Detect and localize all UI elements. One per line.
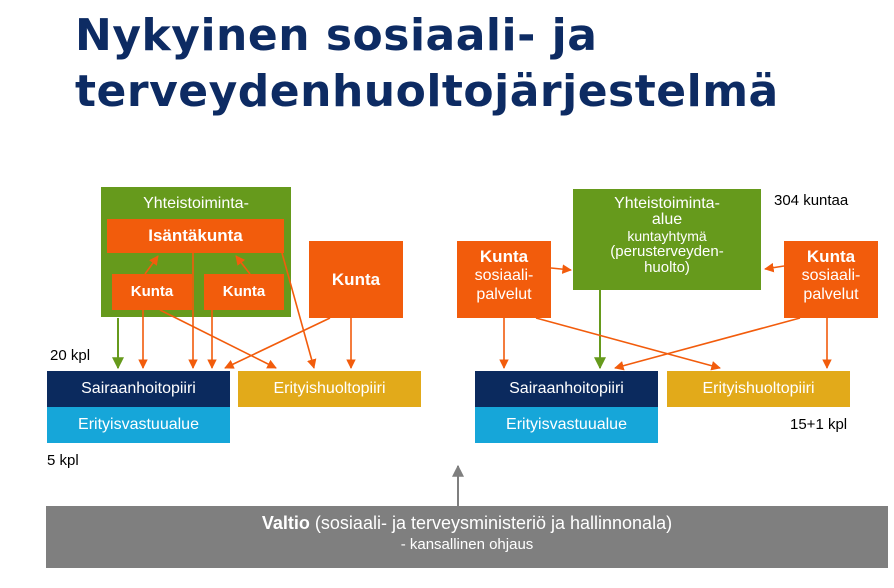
right-erityisvastuualue-label: Erityisvastuualue [506,416,627,433]
arrow-isanta-to-ehp [282,253,314,368]
left-kunta-big-label: Kunta [331,270,381,289]
right-kunta-right-line1: sosiaali- [801,267,861,284]
arrow-kunta-big-to-shp [225,318,330,368]
left-erityisvastuualue-label: Erityisvastuualue [78,416,199,433]
right-perusterveydenhuolto-line2: huolto) [644,259,690,276]
right-kunta-left-title: Kunta [479,247,529,266]
left-kunta-a-label: Kunta [130,283,174,300]
arrow-kunta-a-to-isanta [145,256,158,274]
valtio-bar [46,506,888,568]
right-yhteistoiminta-line2: alue [651,211,683,228]
right-count-304: 304 kuntaa [774,192,849,209]
valtio-line1 [46,512,888,534]
left-erityishuoltopiiri-label: Erityishuoltopiiri [273,380,386,397]
left-sairaanhoitopiiri-label: Sairaanhoitopiiri [81,380,196,397]
valtio-line2: - kansallinen ohjaus [400,536,534,553]
left-count-5: 5 kpl [47,452,79,469]
right-kunta-right-title: Kunta [806,247,856,266]
arrow-rkunta-left-to-green [551,268,571,270]
left-kunta-b-label: Kunta [222,283,266,300]
title-line-2: terveydenhuoltojärjestelmä [75,66,779,117]
right-erityishuoltopiiri-label: Erityishuoltopiiri [702,380,815,397]
arrow-rkunta-left-to-ehp [536,318,720,368]
right-kuntayhtyma: kuntayhtymä [627,228,707,244]
title-line-1: Nykyinen sosiaali- ja [75,10,598,61]
right-yhteistoiminta-line1: Yhteistoiminta- [614,195,720,212]
right-kunta-right-line2: palvelut [803,286,859,303]
right-sairaanhoitopiiri-label: Sairaanhoitopiiri [509,380,624,397]
arrow-rkunta-right-to-green [765,266,784,269]
arrow-kunta-a-to-ehp [160,310,276,368]
valtio-rest: (sosiaali- ja terveysministeriö ja hallinnonala) [309,513,673,533]
left-yhteistoiminta-label: Yhteistoiminta- [143,195,249,212]
left-count-20: 20 kpl [50,347,91,364]
arrow-rkunta-right-to-shp [615,318,800,368]
valtio-bold: Valtio [261,513,310,533]
right-perusterveydenhuolto-line1: (perusterveyden- [610,243,724,260]
right-kunta-left-line2: palvelut [476,286,532,303]
arrow-kunta-b-to-isanta [236,256,250,274]
right-kunta-left-line1: sosiaali- [474,267,534,284]
left-isantakunta-label: Isäntäkunta [148,226,243,245]
right-count-15: 15+1 kpl [790,416,848,433]
